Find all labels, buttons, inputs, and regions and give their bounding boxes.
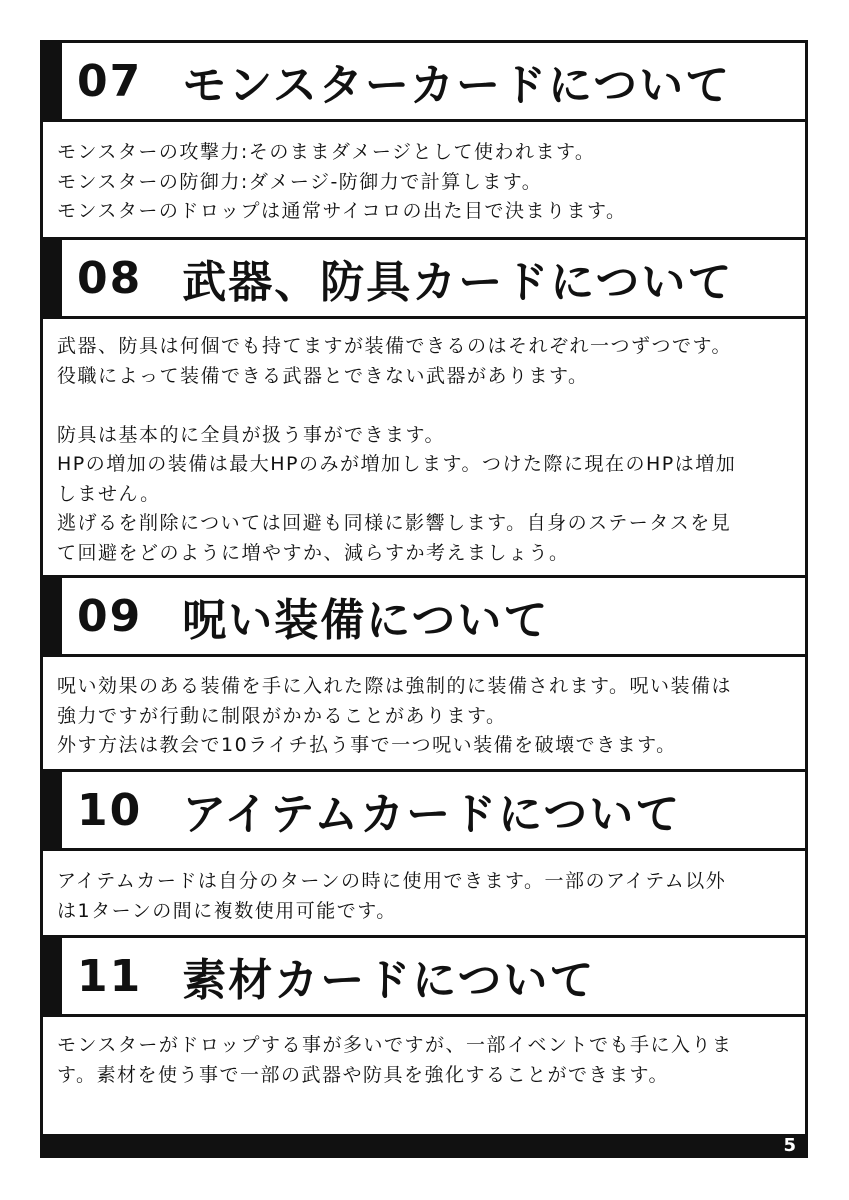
body-line: 逃げるを削除については回避も同様に影響します。自身のステータスを見 xyxy=(57,512,732,534)
section-header-11 xyxy=(40,935,808,1017)
body-line: 防具は基本的に全員が扱う事ができます。 xyxy=(57,423,445,446)
header-accent-bar xyxy=(43,772,62,848)
body-line: しません。 xyxy=(57,482,161,505)
section-heading xyxy=(77,240,733,316)
body-line: 外す方法は教会で10ライチ払う事で一つ呪い装備を破壊できます。 xyxy=(57,734,677,756)
section-body-10 xyxy=(57,867,791,926)
section-title: 素材カードについて xyxy=(182,955,596,1006)
body-line: 強力ですが行動に制限がかかることがあります。 xyxy=(57,704,507,727)
body-line: モンスターの防御力:ダメージ-防御力で計算します。 xyxy=(57,170,543,193)
page-frame xyxy=(40,40,808,1158)
section-header-08 xyxy=(40,237,808,319)
page-number: 5 xyxy=(783,1135,796,1156)
body-line: アイテムカードは自分のターンの時に使用できます。一部のアイテム以外 xyxy=(57,870,727,892)
body-line: 役職によって装備できる武器とできない武器があります。 xyxy=(57,364,589,387)
section-body-09 xyxy=(57,672,791,761)
body-line: モンスターの攻撃力:そのままダメージとして使われます。 xyxy=(57,141,596,163)
body-line: 呪い効果のある装備を手に入れた際は強制的に装備されます。呪い装備は xyxy=(57,675,732,697)
body-line: 武器、防具は何個でも持てますが装備できるのはそれぞれ一つずつです。 xyxy=(57,335,732,357)
section-body-11 xyxy=(57,1031,791,1090)
section-heading xyxy=(77,938,595,1014)
section-title: 呪い装備について xyxy=(182,595,550,646)
body-line xyxy=(57,391,791,421)
body-line: モンスターがドロップする事が多いですが、一部イベントでも手に入りま xyxy=(57,1034,733,1056)
section-body-07 xyxy=(57,138,791,227)
section-header-10 xyxy=(40,769,808,851)
body-line: す。素材を使う事で一部の武器や防具を強化することができます。 xyxy=(57,1063,669,1086)
section-number: 07 xyxy=(77,55,143,107)
footer-bar xyxy=(40,1134,808,1158)
section-heading xyxy=(77,772,681,848)
section-header-09 xyxy=(40,575,808,657)
section-number: 09 xyxy=(77,590,143,642)
header-accent-bar xyxy=(43,938,62,1014)
header-accent-bar xyxy=(43,578,62,654)
section-title: 武器、防具カードについて xyxy=(182,257,734,308)
section-title: モンスターカードについて xyxy=(182,60,732,111)
section-title: アイテムカードについて xyxy=(182,789,682,840)
header-accent-bar xyxy=(43,240,62,316)
section-heading xyxy=(77,43,731,119)
section-body-08 xyxy=(57,332,791,568)
section-number: 10 xyxy=(77,784,143,836)
section-header-07 xyxy=(40,40,808,122)
body-line: モンスターのドロップは通常サイコロの出た目で決まります。 xyxy=(57,200,627,222)
section-heading xyxy=(77,578,549,654)
section-number: 11 xyxy=(77,950,143,1002)
header-accent-bar xyxy=(43,43,62,119)
section-number: 08 xyxy=(77,252,143,304)
body-line: HPの増加の装備は最大HPのみが増加します。つけた際に現在のHPは増加 xyxy=(57,453,737,475)
body-line: て回避をどのように増やすか、減らすか考えましょう。 xyxy=(57,541,570,564)
body-line: は1ターンの間に複数使用可能です。 xyxy=(57,899,397,922)
